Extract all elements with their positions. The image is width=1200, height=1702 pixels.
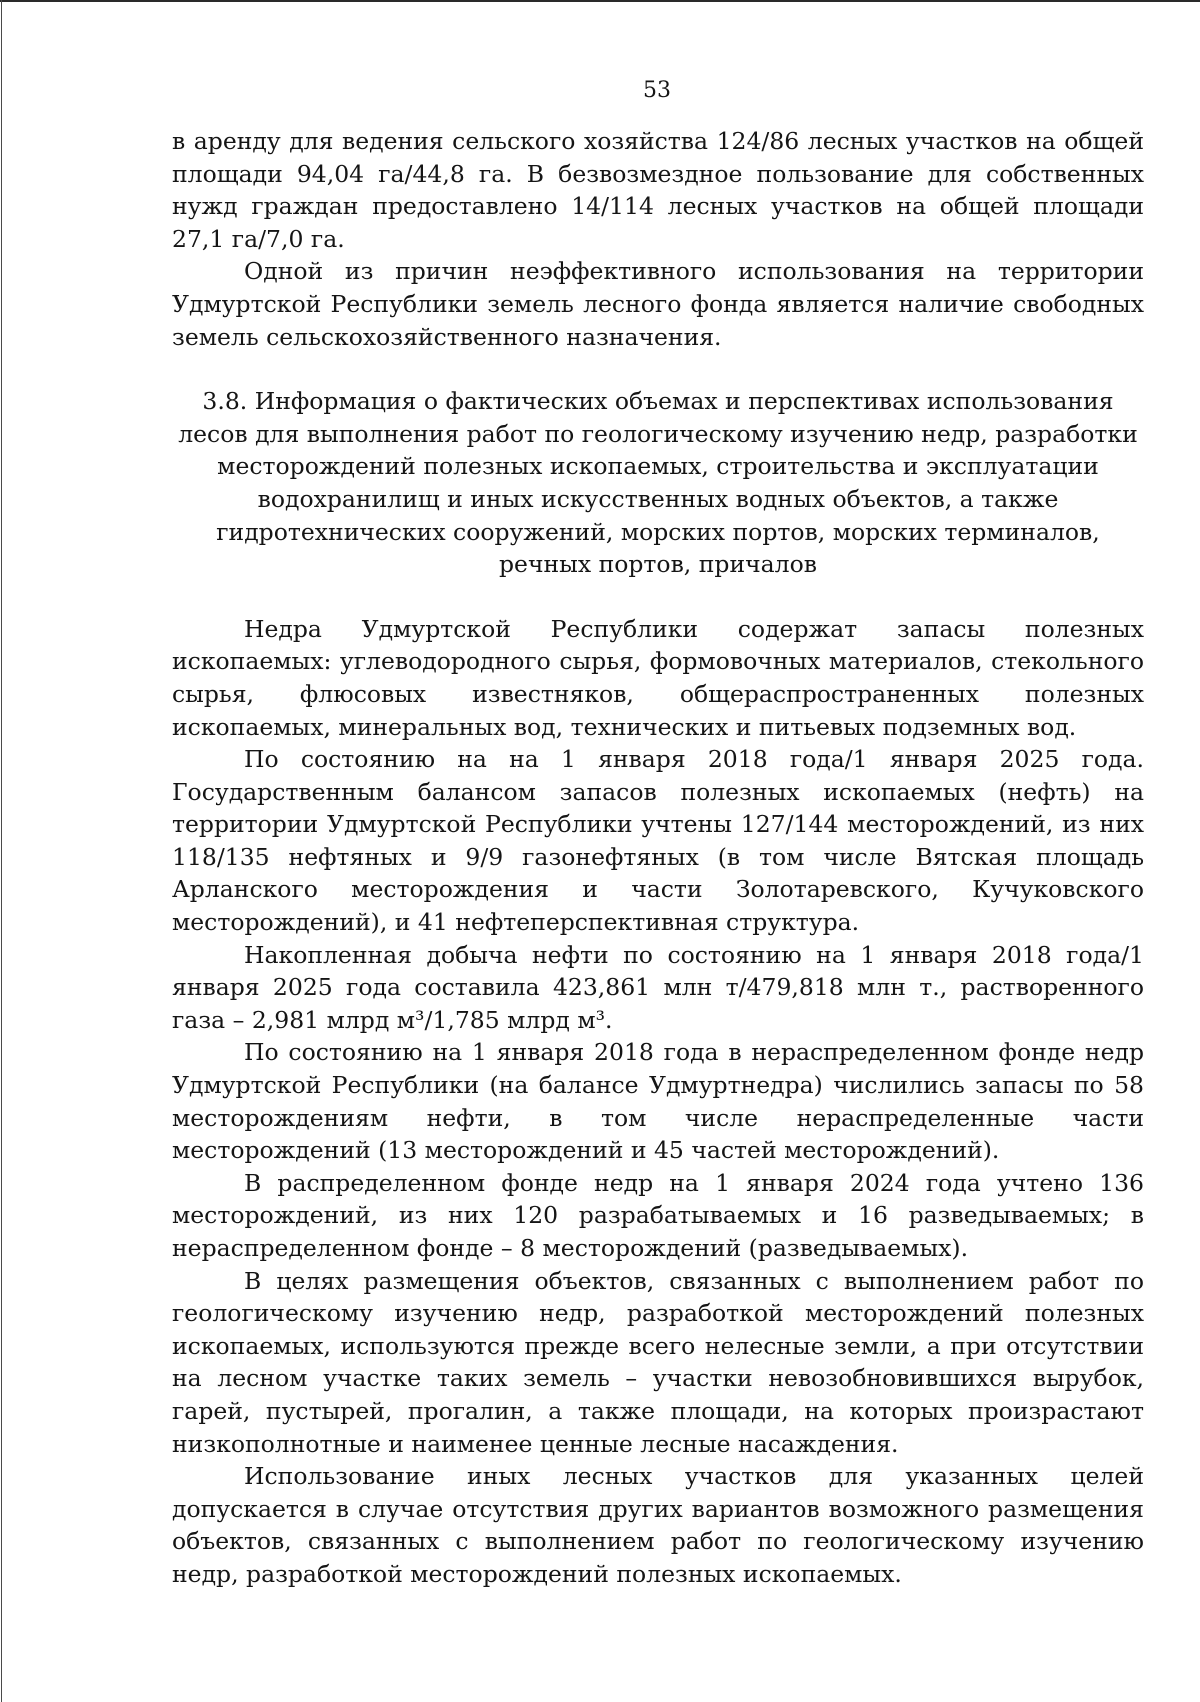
spacer bbox=[172, 353, 1144, 385]
page-number: 53 bbox=[643, 78, 671, 103]
paragraph-state-balance: По состоянию на на 1 января 2018 года/1 января 2025 года. Государственным балансом запасов полезных ископаемых (нефть) на территории Удмуртской Республики учтены 127/144 месторождений, из них 118/135 нефтяных и 9/9 газонефтяных (в том числе Вятская площадь Арланского месторождения и части Золотаревского, Кучуковского месторождений), и 41 нефтеперспективная структура. bbox=[172, 745, 1144, 937]
heading-line: лесов для выполнения работ по геологическому изучению недр, разработки bbox=[178, 419, 1138, 448]
heading-line: месторождений полезных ископаемых, строительства и эксплуатации bbox=[217, 452, 1099, 481]
heading-line: гидротехнических сооружений, морских портов, морских терминалов, bbox=[216, 517, 1100, 546]
paragraph-accumulated-production: Накопленная добыча нефти по состоянию на 1 января 2018 года/1 января 2025 года составила 423,861 млн т/479,818 млн т., растворенного газа – 2,981 млрд м³/1,785 млрд м³. bbox=[172, 940, 1144, 1034]
document-body bbox=[172, 125, 1144, 1591]
section-heading-3-8 bbox=[172, 385, 1144, 581]
paragraph-placement-objects: В целях размещения объектов, связанных с выполнением работ по геологическому изучению недр, разработкой месторождений полезных ископаемых, используются прежде всего нелесные земли, а при отсутствии на лесном участке таких земель – участки невозобновившихся вырубок, гарей, пустырей, прогалин, а также площади, на которых произрастают низкополнотные и наименее ценные лесные насаждения. bbox=[172, 1266, 1144, 1458]
scan-edge-top bbox=[0, 0, 1200, 2]
heading-line: 3.8. Информация о фактических объемах и перспективах использования bbox=[202, 387, 1114, 416]
spacer bbox=[172, 581, 1144, 613]
scan-edge-left bbox=[1, 0, 2, 1702]
paragraph-mineral-resources: Недра Удмуртской Республики содержат запасы полезных ископаемых: углеводородного сырья, формовочных материалов, стекольного сырья, флюсовых известняков, общераспространенных полезных ископаемых, минеральных вод, технических и питьевых подземных вод. bbox=[172, 614, 1144, 741]
paragraph-unallocated-fund: По состоянию на 1 января 2018 года в нераспределенном фонде недр Удмуртской Республики (на балансе Удмуртнедра) числились запасы по 58 месторождениям нефти, в том числе нераспределенные части месторождений (13 месторождений и 45 частей месторождений). bbox=[172, 1038, 1144, 1165]
paragraph-inefficient-use: Одной из причин неэффективного использования на территории Удмуртской Республики земель лесного фонда является наличие свободных земель сельскохозяйственного назначения. bbox=[172, 257, 1144, 351]
paragraph-allocated-fund: В распределенном фонде недр на 1 января 2024 года учтено 136 месторождений, из них 120 разрабатываемых и 16 разведываемых; в нераспределенном фонде – 8 месторождений (разведываемых). bbox=[172, 1168, 1144, 1262]
paragraph-other-forest-plots: Использование иных лесных участков для указанных целей допускается в случае отсутствия других вариантов возможного размещения объектов, связанных с выполнением работ по геологическому изучению недр, разработкой месторождений полезных ископаемых. bbox=[172, 1462, 1144, 1588]
heading-line: водохранилищ и иных искусственных водных объектов, а также bbox=[257, 484, 1059, 513]
paragraph-lease-continuation: в аренду для ведения сельского хозяйства 124/86 лесных участков на общей площади 94,04 га/44,8 га. В безвозмездное пользование для собственных нужд граждан предоставлено 14/114 лесных участков на общей площади 27,1 га/7,0 га. bbox=[172, 127, 1144, 253]
heading-line: речных портов, причалов bbox=[499, 550, 817, 579]
